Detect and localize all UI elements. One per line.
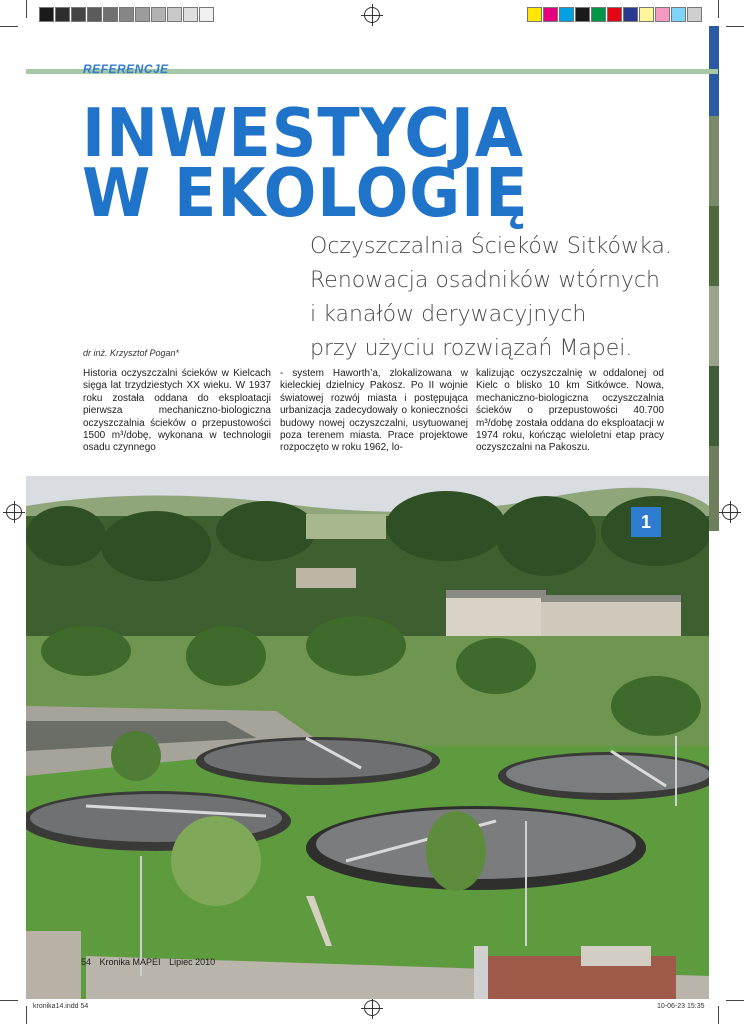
headline-line-2: W EKOLOGIĘ <box>82 153 529 233</box>
crop-mark <box>726 1000 744 1001</box>
subtitle <box>310 230 690 366</box>
treatment-plant-photo <box>26 476 709 999</box>
subtitle-line: i kanałów derywacyjnych <box>310 302 587 327</box>
figure-number-badge: 1 <box>631 507 661 537</box>
page-number: 54 <box>81 957 92 967</box>
crop-mark <box>0 26 18 27</box>
file-slug: kronika14.indd 54 <box>33 1003 89 1010</box>
section-label: REFERENCJE <box>83 62 169 76</box>
crop-mark <box>26 0 27 18</box>
author-byline: dr inż. Krzysztof Pogan* <box>83 348 180 358</box>
registration-mark-icon <box>364 7 380 23</box>
registration-mark-icon <box>722 504 738 520</box>
crop-mark <box>0 1000 18 1001</box>
crop-mark <box>718 1006 719 1024</box>
crop-mark <box>726 26 744 27</box>
body-column-2: - system Haworth’a, zlokalizowana w kieleckiej dzielnicy Pakosz. Po II wojnie światowej rozwój miasta i postępująca urbanizacja zadecydowały o konieczności budowy nowej oczyszczalni, usytuowanej poza terenem miasta. Prace projektowe rozpoczęto w roku 1962, lo- <box>280 368 468 454</box>
subtitle-line: Renowacja osadników wtórnych <box>310 268 660 293</box>
bleed-photo-strip <box>709 26 719 531</box>
body-column-1: Historia oczyszczalni ścieków w Kielcach sięga lat trzydziestych XX wieku. W 1937 roku została oddana do eksploatacji pierwsza mechaniczno-biologiczna oczyszczalnia ścieków o przepustowości 1500 m³/dobę, wykonana w technologii osadu czynnego <box>83 368 271 454</box>
headline-line-1: INWESTYCJA <box>82 93 524 173</box>
page-footer <box>81 957 221 967</box>
subtitle-line: Oczyszczalnia Ścieków Sitkówka. <box>310 234 672 259</box>
registration-mark-icon <box>364 1000 380 1016</box>
registration-mark-icon <box>6 504 22 520</box>
crop-mark <box>26 1006 27 1024</box>
print-timestamp: 10-06-23 15:35 <box>657 1003 705 1010</box>
crop-mark <box>718 0 719 18</box>
body-column-3: kalizując oczyszczalnię w oddalonej od Kielc o blisko 10 km Sitkówce. Nowa, mechaniczno-biologiczna oczyszczalnia ścieków o przepustowości 40.700 m³/dobę została oddana do eksploatacji w 1974 roku, kończąc wieloletni etap pracy oczyszczalni na Pakoszu. <box>476 368 664 454</box>
grayscale-color-bar <box>39 7 215 22</box>
issue-date: Lipiec 2010 <box>169 957 216 967</box>
subtitle-line: przy użyciu rozwiązań Mapei. <box>310 336 633 361</box>
magazine-name: Kronika MAPEI <box>99 957 161 967</box>
cmyk-color-bar <box>527 7 703 22</box>
